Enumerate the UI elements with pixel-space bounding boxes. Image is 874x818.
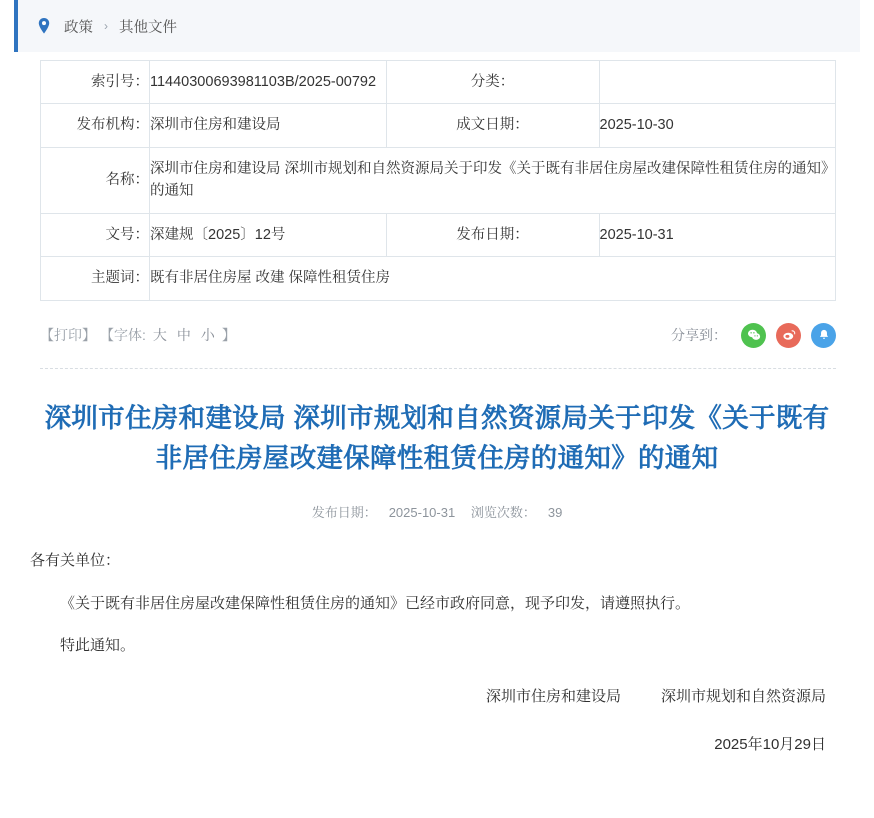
table-row (41, 61, 836, 104)
document-number-value: 深建规〔2025〕12号 (150, 213, 387, 256)
signature-planning-bureau: 深圳市规划和自然资源局 (660, 687, 826, 705)
views-meta-value: 39 (547, 505, 563, 521)
index-number-value: 11440300693981103B/2025-00792 (150, 61, 387, 104)
font-size-medium-button[interactable]: 中 (176, 327, 191, 344)
views-meta-label: 浏览次数： (470, 505, 536, 521)
document-body (30, 547, 844, 760)
signature-row (30, 683, 844, 712)
table-row (41, 104, 836, 147)
written-date-label: 成文日期： (386, 104, 599, 147)
share-label: 分享到： (671, 327, 727, 344)
document-meta (0, 502, 874, 521)
issuing-agency-label: 发布机构： (41, 104, 150, 147)
signature-date: 2025年10月29日 (714, 736, 826, 754)
document-toolbar (40, 323, 836, 369)
body-paragraph-1: 《关于既有非居住房屋改建保障性租赁住房的通知》已经市政府同意，现予印发，请遵照执行。 (60, 594, 691, 612)
publish-date-meta-label: 发布日期： (311, 505, 377, 521)
breadcrumb (14, 0, 860, 52)
breadcrumb-item-other-documents[interactable]: 其他文件 (119, 19, 177, 36)
location-pin-icon (36, 17, 52, 35)
issuing-agency-value: 深圳市住房和建设局 (150, 104, 387, 147)
print-button[interactable]: 【打印】 (40, 327, 96, 344)
breadcrumb-item-policy[interactable]: 政策 (64, 19, 93, 36)
breadcrumb-separator: › (104, 19, 108, 33)
table-row (41, 213, 836, 256)
font-size-prefix: 【字体: (100, 327, 146, 344)
bell-icon[interactable] (811, 323, 836, 348)
keywords-value: 既有非居住房屋 改建 保障性租赁住房 (150, 257, 836, 300)
publish-date-value: 2025-10-31 (599, 213, 836, 256)
category-label: 分类： (386, 61, 599, 104)
signature-housing-bureau: 深圳市住房和建设局 (485, 687, 621, 705)
salutation: 各有关单位： (30, 552, 121, 570)
document-info-table (40, 60, 836, 301)
body-paragraph-2: 特此通知。 (60, 637, 136, 655)
document-number-label: 文号： (41, 213, 150, 256)
publish-date-label: 发布日期： (386, 213, 599, 256)
table-row (41, 257, 836, 300)
weibo-icon[interactable] (776, 323, 801, 348)
written-date-value: 2025-10-30 (599, 104, 836, 147)
index-number-label: 索引号： (41, 61, 150, 104)
wechat-icon[interactable] (741, 323, 766, 348)
publish-date-meta-value: 2025-10-31 (388, 505, 456, 521)
name-label: 名称： (41, 147, 150, 213)
font-size-large-button[interactable]: 大 (152, 327, 167, 344)
table-row (41, 147, 836, 213)
font-size-suffix: 】 (221, 327, 236, 344)
page-title: 深圳市住房和建设局 深圳市规划和自然资源局关于印发《关于既有非居住房屋改建保障性租赁住房的通知》的通知 (44, 402, 830, 473)
font-size-small-button[interactable]: 小 (200, 327, 215, 344)
keywords-label: 主题词： (41, 257, 150, 300)
category-value (599, 61, 836, 104)
name-value: 深圳市住房和建设局 深圳市规划和自然资源局关于印发《关于既有非居住房屋改建保障性租赁住房的通知》的通知 (150, 147, 836, 213)
